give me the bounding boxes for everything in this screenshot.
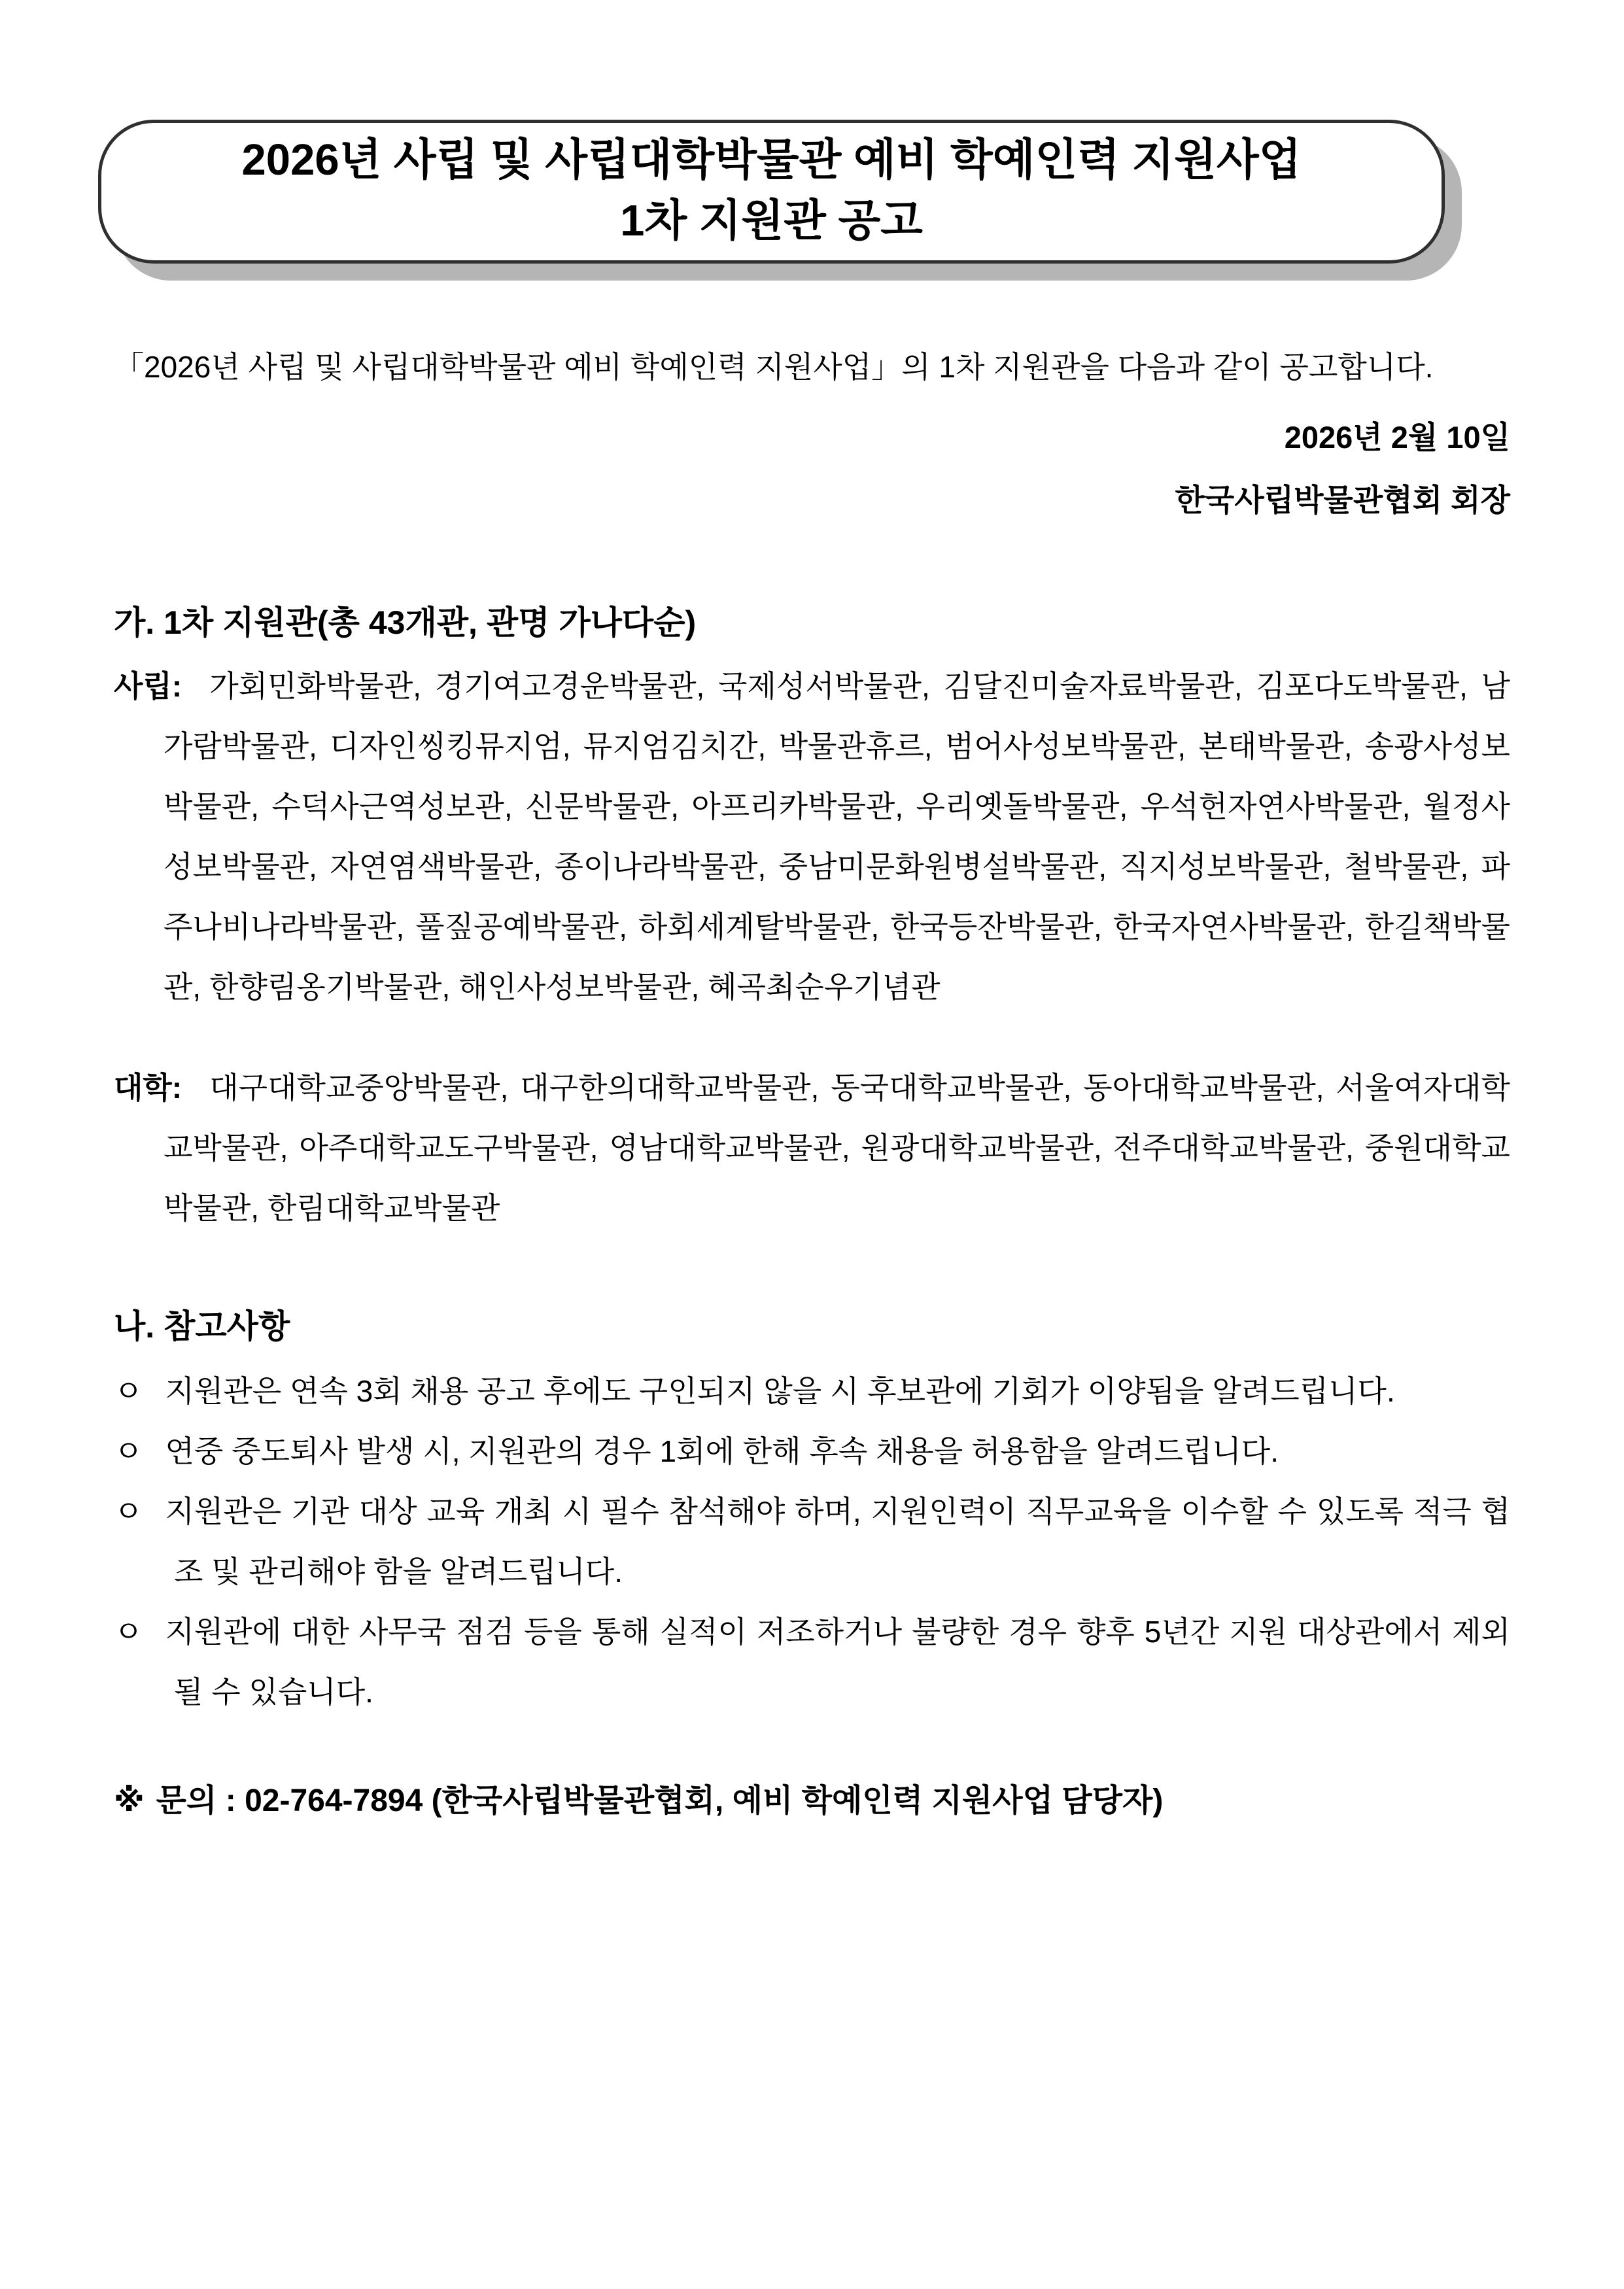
note-text: 지원관은 연속 3회 채용 공고 후에도 구인되지 않을 시 후보관에 기회가 이양됨을 알려드립니다. — [165, 1374, 1395, 1408]
bullet-icon: ㅇ — [114, 1615, 143, 1649]
contact-line — [114, 1778, 1510, 1824]
note-text: 연중 중도퇴사 발생 시, 지원관의 경우 1회에 한해 후속 채용을 허용함을 알려드립니다. — [165, 1434, 1279, 1468]
section-a-heading: 가. 1차 지원관(총 43개관, 관명 가나다순) — [114, 604, 697, 641]
university-museum-list — [114, 1058, 1510, 1238]
university-label: 대학: — [114, 1071, 182, 1105]
document-title-line1: 2026년 사립 및 사립대학박물관 예비 학예인력 지원사업 — [241, 135, 1302, 184]
note-item — [114, 1361, 1510, 1421]
title-box — [98, 120, 1445, 264]
note-item — [114, 1421, 1510, 1481]
note-item — [114, 1602, 1510, 1722]
date-signature-block — [114, 406, 1510, 532]
private-museum-list — [114, 656, 1510, 1017]
reference-mark-icon: ※ — [114, 1783, 145, 1818]
private-museum-names: 가회민화박물관, 경기여고경운박물관, 국제성서박물관, 김달진미술자료박물관, 김포다도박물관, 남가람박물관, 디자인씽킹뮤지엄, 뮤지엄김치간, 박물관휴르, 범어사성보박물관, 본태박물관, 송광사성보박물관, 수덕사근역성보관, 신문박물관, 아프리카박물관, 우리옛돌박물관, 우석헌자연사박물관, 월정사성보박물관, 자연염색박물관, 종이나라박물관, 중남미문화원병설박물관, 직지성보박물관, 철박물관, 파주나비나라박물관, 풀짚공예박물관, 하회세계탈박물관, 한국등잔박물관, 한국자연사박물관, 한길책박물관, 한향림옹기박물관, 해인사성보박물관, 혜곡최순우기념관 — [164, 669, 1510, 1004]
signature-line: 한국사립박물관협회 회장 — [1175, 483, 1510, 517]
notes-list — [114, 1361, 1510, 1722]
university-museum-names: 대구대학교중앙박물관, 대구한의대학교박물관, 동국대학교박물관, 동아대학교박물관, 서울여자대학교박물관, 아주대학교도구박물관, 영남대학교박물관, 원광대학교박물관, 전주대학교박물관, 중원대학교박물관, 한림대학교박물관 — [164, 1071, 1510, 1225]
section-b-heading: 나. 참고사항 — [114, 1308, 290, 1345]
document-title-line2: 1차 지원관 공고 — [620, 196, 923, 245]
bullet-icon: ㅇ — [114, 1374, 143, 1408]
contact-text: 문의 : 02-764-7894 (한국사립박물관협회, 예비 학예인력 지원사업 담당자) — [156, 1783, 1164, 1818]
note-item — [114, 1481, 1510, 1602]
announcement-date: 2026년 2월 10일 — [1284, 420, 1510, 455]
note-text: 지원관은 기관 대상 교육 개최 시 필수 참석해야 하며, 지원인력이 직무교육을 이수할 수 있도록 적극 협조 및 관리해야 함을 알려드립니다. — [165, 1494, 1510, 1589]
bullet-icon: ㅇ — [114, 1434, 143, 1468]
private-label: 사립: — [114, 669, 182, 703]
intro-paragraph: 「2026년 사립 및 사립대학박물관 예비 학예인력 지원사업」의 1차 지원관을 다음과 같이 공고합니다. — [114, 350, 1434, 384]
note-text: 지원관에 대한 사무국 점검 등을 통해 실적이 저조하거나 불량한 경우 향후 5년간 지원 대상관에서 제외될 수 있습니다. — [165, 1615, 1510, 1709]
bullet-icon: ㅇ — [114, 1494, 143, 1528]
